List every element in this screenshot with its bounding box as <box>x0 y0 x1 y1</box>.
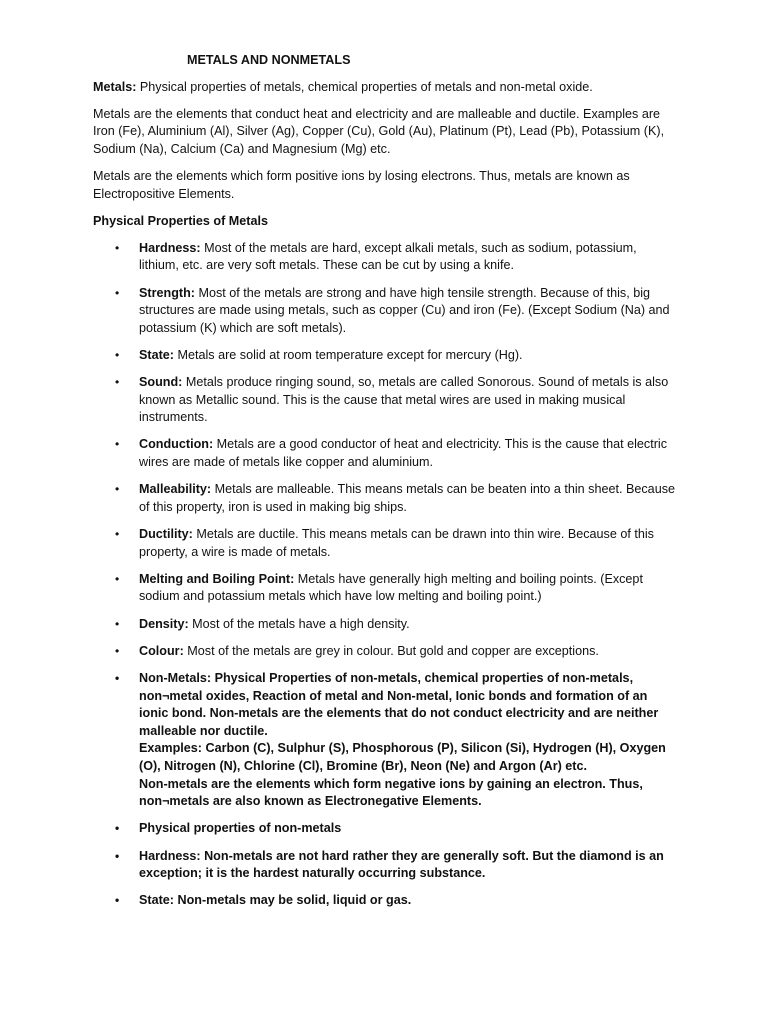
bullet-icon: • <box>115 437 120 452</box>
property-text: Most of the metals are hard, except alkali metals, such as sodium, potassium, lithium, etc. are very soft metals. These can be cut by using a knife. <box>139 240 637 273</box>
list-item <box>93 436 678 471</box>
property-term: Melting and Boiling Point: <box>139 571 295 586</box>
nonmetals-intro: Non-Metals: Physical Properties of non-metals, chemical properties of non-metals, non¬metal oxides, Reaction of metal and Non-metal, Ionic bonds and formation of an ionic bond. Non-metals are the elements that do not conduct electricity and are neither malleable nor ductile. <box>139 670 659 738</box>
property-text: Metals are ductile. This means metals can be drawn into thin wire. Because of this property, a wire is made of metals. <box>139 527 654 559</box>
bullet-icon: • <box>115 482 120 497</box>
property-text: Most of the metals are grey in colour. But gold and copper are exceptions. <box>183 643 599 658</box>
bullet-icon: • <box>115 571 120 586</box>
properties-list <box>93 240 678 910</box>
intro-text: Physical properties of metals, chemical properties of metals and non-metal oxide. <box>136 79 593 94</box>
nonmetals-list-item <box>93 670 678 811</box>
bullet-icon: • <box>115 347 120 362</box>
nonmetals-state: State: Non-metals may be solid, liquid or gas. <box>139 893 412 908</box>
bullet-icon: • <box>115 375 120 390</box>
property-text: Most of the metals have a high density. <box>188 616 410 631</box>
bullet-icon: • <box>115 527 120 542</box>
list-item <box>93 374 678 427</box>
property-term: Density: <box>139 616 189 631</box>
list-item <box>93 481 678 516</box>
property-term: Hardness: <box>139 240 201 255</box>
bullet-icon: • <box>115 285 120 300</box>
bullet-icon: • <box>115 670 120 685</box>
property-term: Strength: <box>139 285 195 300</box>
nonmetals-physical-heading: Physical properties of non-metals <box>139 821 342 836</box>
list-item <box>93 820 678 838</box>
list-item <box>93 616 678 634</box>
property-text: Metals produce ringing sound, so, metals are called Sonorous. Sound of metals is also known as Metallic sound. This is the cause that metal wires are used in making musical instruments. <box>139 375 669 425</box>
bullet-icon: • <box>115 848 120 863</box>
nonmetals-electronegative: Non-metals are the elements which form negative ions by gaining an electron. Thus, non¬metals are also known as Electronegative Elements. <box>139 776 643 809</box>
property-term: Conduction: <box>139 437 214 452</box>
list-item <box>93 285 678 338</box>
property-term: Ductility: <box>139 527 193 542</box>
list-item <box>93 526 678 561</box>
property-term: State: <box>139 347 174 362</box>
list-item <box>93 240 678 275</box>
metals-definition-paragraph: Metals are the elements that conduct heat and electricity and are malleable and ductile. Examples are Iron (Fe), Aluminium (Al), Silver (Ag), Copper (Cu), Gold (Au), Platinum (Pt), Lead (Pb), Potassium (K), Sodium (Na), Calcium (Ca) and Magnesium (Mg) etc. <box>93 106 665 156</box>
list-item <box>93 571 678 606</box>
electropositive-paragraph: Metals are the elements which form positive ions by losing electrons. Thus, metals are known as Electropositive Elements. <box>93 168 630 201</box>
bullet-icon: • <box>115 821 120 836</box>
property-text: Metals are a good conductor of heat and electricity. This is the cause that electric wires are made of metals like copper and aluminium. <box>139 437 668 470</box>
list-item <box>93 848 678 883</box>
intro-label: Metals: <box>93 79 137 94</box>
nonmetals-examples: Examples: Carbon (C), Sulphur (S), Phosphorous (P), Silicon (Si), Hydrogen (H), Oxygen (O), Nitrogen (N), Chlorine (Cl), Bromine (Br), Neon (Ne) and Argon (Ar) etc. <box>139 741 666 773</box>
bullet-icon: • <box>115 893 120 908</box>
property-text: Most of the metals are strong and have high tensile strength. Because of this, big structures are made using metals, such as copper (Cu) and iron (Fe). (Except Sodium (Na) and potassium (K) which are soft metals). <box>139 285 670 335</box>
list-item <box>93 892 678 910</box>
property-text: Metals are solid at room temperature except for mercury (Hg). <box>174 347 523 362</box>
section-heading: Physical Properties of Metals <box>93 213 268 228</box>
property-term: Sound: <box>139 375 183 390</box>
list-item <box>93 347 678 365</box>
list-item <box>93 643 678 661</box>
property-term: Malleability: <box>139 482 212 497</box>
property-term: Colour: <box>139 643 184 658</box>
bullet-icon: • <box>115 643 120 658</box>
nonmetals-hardness: Hardness: Non-metals are not hard rather they are generally soft. But the diamond is an exception; it is the hardest naturally occurring substance. <box>139 848 664 881</box>
bullet-icon: • <box>115 616 120 631</box>
document-title: METALS AND NONMETALS <box>187 53 351 67</box>
property-text: Metals are malleable. This means metals can be beaten into a thin sheet. Because of this property, iron is used in making big ships. <box>139 482 675 514</box>
property-text: Metals have generally high melting and boiling points. (Except sodium and potassium metals which have low melting and boiling point.) <box>139 571 643 604</box>
bullet-icon: • <box>115 240 120 255</box>
intro-paragraph <box>93 79 678 97</box>
